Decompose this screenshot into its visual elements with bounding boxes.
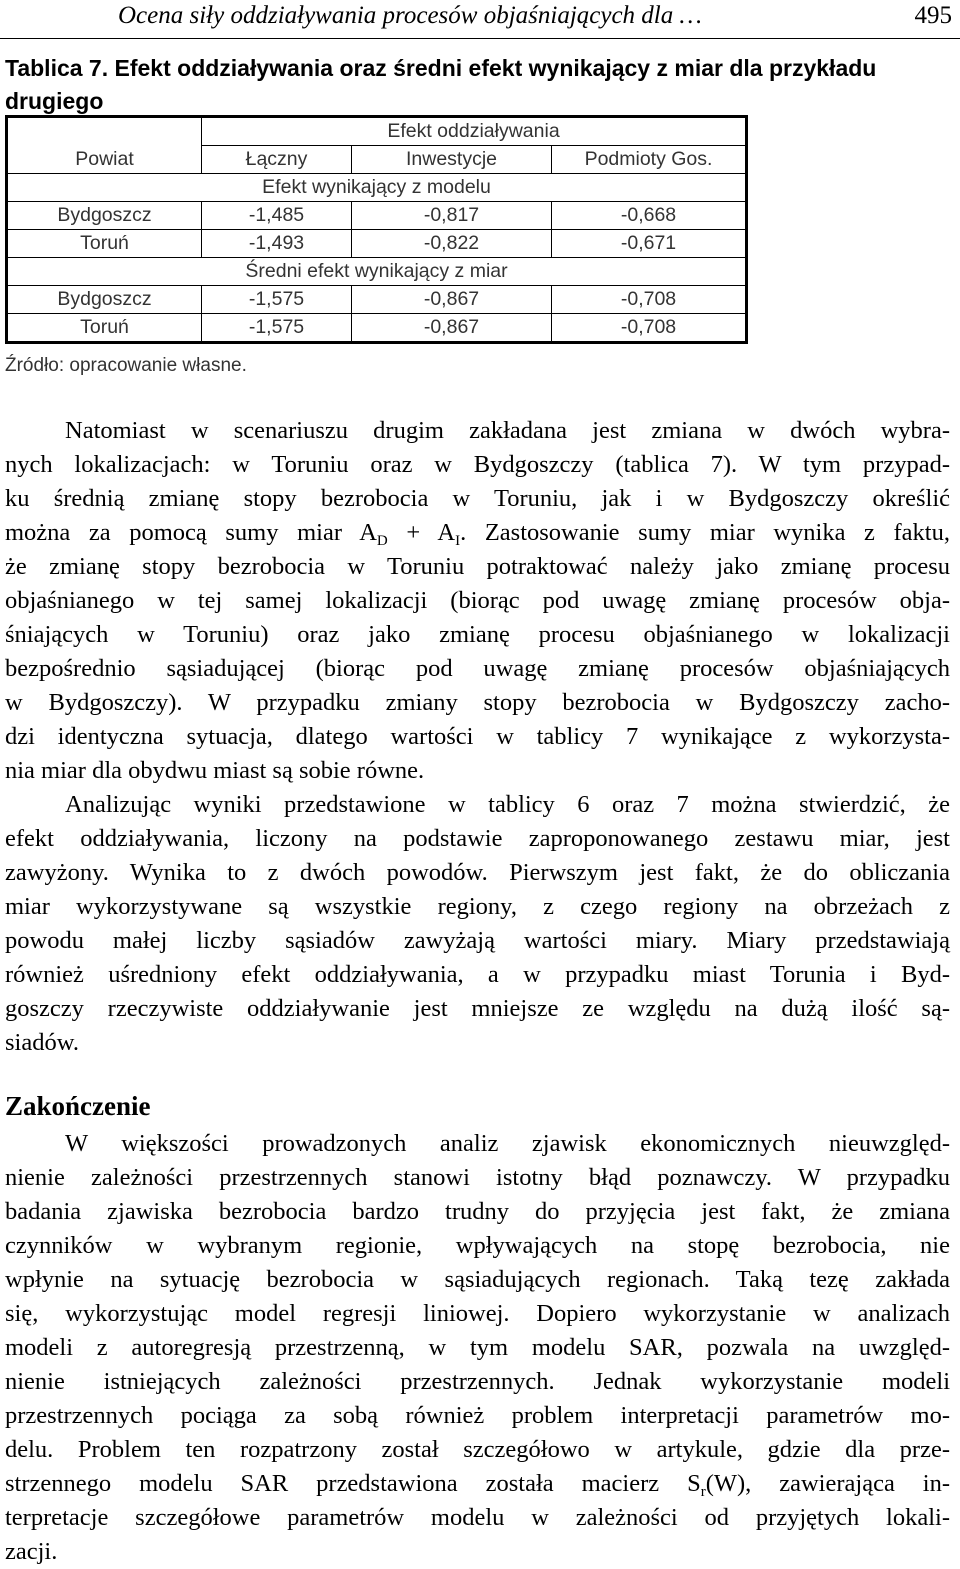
- subscript: r: [700, 1484, 706, 1500]
- paragraph-1: [5, 414, 950, 1060]
- table-row: [7, 202, 747, 230]
- text-fragment: strzennego modelu SAR przedstawiona została macierz S: [5, 1470, 701, 1497]
- text-line: siadów.: [5, 1029, 79, 1056]
- table-source: Źródło: opracowanie własne.: [5, 355, 247, 376]
- table-cell: -0,867: [352, 314, 552, 343]
- table-cell: -0,822: [352, 230, 552, 258]
- column-header: Inwestycje: [352, 146, 552, 174]
- text-line: nienie istniejących zależności przestrzennych. Jednak wykorzystanie modeli: [5, 1368, 950, 1395]
- table-row: [7, 174, 747, 202]
- table-caption-line: drugiego: [5, 88, 104, 114]
- table-row: [7, 230, 747, 258]
- empty-cell: [7, 117, 202, 146]
- table-row: [7, 314, 747, 343]
- table-caption-line: Tablica 7. Efekt oddziaływania oraz średni efekt wynikający z miar dla przykładu: [5, 55, 877, 81]
- subscript: D: [376, 533, 388, 549]
- text-line: Analizując wyniki przedstawione w tablicy 6 oraz 7 można stwierdzić, że: [65, 791, 950, 818]
- table-cell: -0,867: [352, 286, 552, 314]
- text-line: zawyżony. Wynika to z dwóch powodów. Pierwszym jest fakt, że do obliczania: [5, 859, 950, 886]
- table-cell: -1,575: [202, 314, 352, 343]
- section-header: Efekt wynikający z modelu: [7, 174, 747, 202]
- text-line: zacji.: [5, 1538, 58, 1565]
- table-row: [7, 117, 747, 146]
- text-line: wpłynie na sytuację bezrobocia w sąsiadujących regionach. Taką tezę zakłada: [5, 1266, 950, 1293]
- text-line: dzi identyczna sytuacja, dlatego wartości w tablicy 7 wynikające z wykorzysta-: [5, 723, 950, 750]
- text-line: efekt oddziaływania, liczony na podstawie zaproponowanego zestawu miar, jest: [5, 825, 950, 852]
- column-header: Powiat: [7, 146, 202, 174]
- page-number: 495: [914, 2, 952, 29]
- table-caption: [5, 52, 955, 118]
- subscript: I: [455, 533, 461, 549]
- table-row: [7, 258, 747, 286]
- column-header: Łączny: [202, 146, 352, 174]
- column-header: Podmioty Gos.: [552, 146, 747, 174]
- table-cell: Toruń: [7, 314, 202, 343]
- results-table: [5, 115, 748, 344]
- group-header: Efekt oddziaływania: [202, 117, 747, 146]
- text-line: Natomiast w scenariuszu drugim zakładana jest zmiana w dwóch wybra-: [65, 417, 950, 444]
- text-fragment: . Zastosowanie sumy miar wynika z faktu,: [460, 519, 950, 546]
- table-cell: -0,671: [552, 230, 747, 258]
- text-line: delu. Problem ten rozpatrzony został szczegółowo w artykule, gdzie dla prze-: [5, 1436, 950, 1463]
- table-row: [7, 286, 747, 314]
- running-title: Ocena siły oddziaływania procesów objaśniających dla …: [118, 2, 702, 29]
- table-cell: -1,493: [202, 230, 352, 258]
- section-header: Średni efekt wynikający z miar: [7, 258, 747, 286]
- table-cell: -1,485: [202, 202, 352, 230]
- text-line: [5, 1467, 950, 1501]
- text-line: modeli z autoregresją przestrzenną, w tym modelu SAR, pozwala na uwzględ-: [5, 1334, 950, 1361]
- table-cell: Bydgoszcz: [7, 202, 202, 230]
- table-cell: Toruń: [7, 230, 202, 258]
- table-cell: -0,668: [552, 202, 747, 230]
- text-line: nienie zależności przestrzennych stanowi istotny błąd poznawczy. W przypadku: [5, 1164, 950, 1191]
- text-line: czynników w wybranym regionie, wpływających na stopę bezrobocia, nie: [5, 1232, 950, 1259]
- text-fragment: (W), zawierająca in-: [705, 1470, 950, 1497]
- table-cell: -0,817: [352, 202, 552, 230]
- text-line: objaśnianego w tej samej lokalizacji (biorąc pod uwagę zmianę procesów obja-: [5, 587, 950, 614]
- table-cell: Bydgoszcz: [7, 286, 202, 314]
- text-line: w Bydgoszczy). W przypadku zmiany stopy bezrobocia w Bydgoszczy zacho-: [5, 689, 950, 716]
- text-line: śniających w Toruniu) oraz jako zmianę procesu objaśnianego w lokalizacji: [5, 621, 950, 648]
- text-fragment: + A: [387, 519, 456, 546]
- text-line: bezpośrednio sąsiadującej (biorąc pod uwagę zmianę procesów objaśniających: [5, 655, 950, 682]
- text-line: miar wykorzystywane są wszystkie regiony, z czego regiony na obrzeżach z: [5, 893, 950, 920]
- text-line: również uśredniony efekt oddziaływania, a w przypadku miast Torunia i Byd-: [5, 961, 950, 988]
- text-line: badania zjawiska bezrobocia bardzo trudny do przyjęcia jest fakt, że zmiana: [5, 1198, 950, 1225]
- table-row: [7, 146, 747, 174]
- text-fragment: można za pomocą sumy miar A: [5, 519, 377, 546]
- text-line: przestrzennych pociąga za sobą również problem interpretacji parametrów mo-: [5, 1402, 950, 1429]
- text-line: nia miar dla obydwu miast są sobie równe.: [5, 757, 425, 784]
- text-line: terpretacje szczegółowe parametrów modelu w zależności od przyjętych lokali-: [5, 1504, 950, 1531]
- text-line: się, wykorzystując model regresji liniowej. Dopiero wykorzystanie w analizach: [5, 1300, 950, 1327]
- text-line: W większości prowadzonych analiz zjawisk ekonomicznych nieuwzględ-: [65, 1130, 950, 1157]
- running-head: [0, 0, 960, 39]
- text-line: ku średnią zmianę stopy bezrobocia w Toruniu, jak i w Bydgoszczy określić: [5, 485, 950, 512]
- text-line: goszczy rzeczywiste oddziaływanie jest mniejsze ze względu na dużą ilość są-: [5, 995, 950, 1022]
- text-line: [5, 516, 950, 550]
- text-line: że zmianę stopy bezrobocia w Toruniu potraktować należy jako zmianę procesu: [5, 553, 950, 580]
- table-cell: -0,708: [552, 286, 747, 314]
- table-cell: -0,708: [552, 314, 747, 343]
- table-cell: -1,575: [202, 286, 352, 314]
- text-line: powodu małej liczby sąsiadów zawyżają wartości miary. Miary przedstawiają: [5, 927, 950, 954]
- paragraph-3: [5, 1127, 950, 1569]
- section-heading: Zakończenie: [5, 1091, 151, 1121]
- text-line: nych lokalizacjach: w Toruniu oraz w Bydgoszczy (tablica 7). W tym przypad-: [5, 451, 950, 478]
